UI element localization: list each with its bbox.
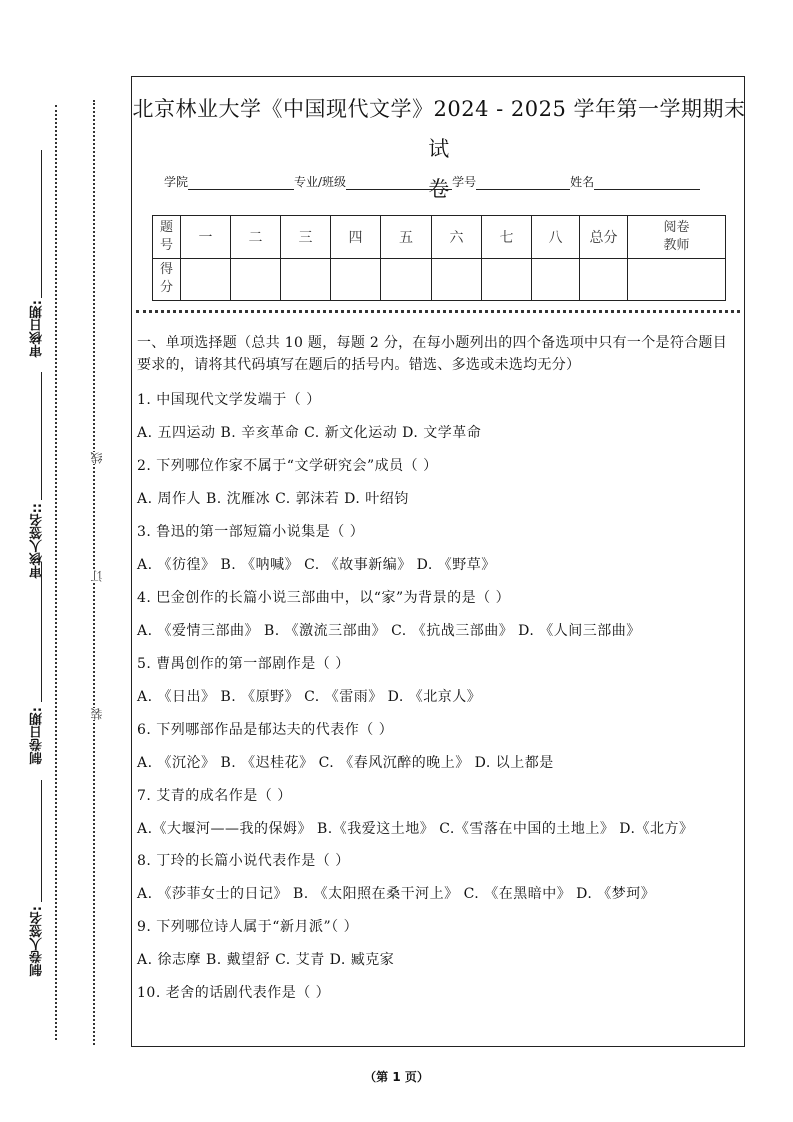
score-table: [152, 215, 726, 301]
maker-sign-line: [41, 780, 42, 902]
college-field[interactable]: [188, 177, 294, 190]
question-options: A. 周作人 B. 沈雁冰 C. 郭沫若 D. 叶绍钧: [137, 491, 409, 507]
score-cell[interactable]: [381, 258, 432, 301]
score-cell[interactable]: [580, 258, 628, 301]
question-stem: 3. 鲁迅的第一部短篇小说集是（ ）: [137, 524, 365, 540]
question-options: A. 《爱情三部曲》 B. 《激流三部曲》 C. 《抗战三部曲》 D. 《人间三部曲》: [137, 623, 641, 639]
question-stem: 6. 下列哪部作品是郁达夫的代表作（ ）: [137, 722, 394, 738]
question-options: A. 五四运动 B. 辛亥革命 C. 新文化运动 D. 文学革命: [137, 425, 482, 441]
exam-title-line2: 卷: [428, 177, 450, 201]
question-stem: 8. 丁玲的长篇小说代表作是（ ）: [137, 853, 350, 869]
question-area: [137, 332, 741, 1010]
major-class-field[interactable]: [346, 177, 452, 190]
score-header-cell: 三: [281, 216, 331, 259]
exam-title-line1: 北京林业大学《中国现代文学》2024 - 2025 学年第一学期期末试: [132, 97, 746, 161]
reviewer-date-line: [41, 150, 42, 298]
major-class-label: 专业/班级: [294, 175, 347, 189]
name-label: 姓名: [570, 175, 595, 189]
name-field[interactable]: [594, 177, 700, 190]
question-options: A. 《沉沦》 B. 《迟桂花》 C. 《春风沉醉的晚上》 D. 以上都是: [137, 755, 554, 771]
exam-frame: [131, 76, 745, 1047]
score-header-cell: 总分: [580, 216, 628, 259]
student-id-field[interactable]: [476, 177, 570, 190]
score-table-score-row: [153, 258, 726, 301]
maker-date-label: 制卷日期:: [30, 707, 45, 765]
score-cell[interactable]: [532, 258, 580, 301]
question-options: A. 《日出》 B. 《原野》 C. 《雷雨》 D. 《北京人》: [137, 689, 482, 705]
question-options: A.《大堰河——我的保姆》 B.《我爱这土地》 C.《雪落在中国的土地上》 D.《北方》: [137, 821, 694, 837]
score-cell[interactable]: [628, 258, 726, 301]
page-number: （第 1 页）: [364, 1070, 429, 1084]
binding-mark-seal: 装: [90, 708, 104, 720]
score-cell[interactable]: [482, 258, 532, 301]
binding-dotted-line-outer: [55, 105, 57, 1040]
score-header-cell: 八: [532, 216, 580, 259]
maker-date-line: [41, 562, 42, 702]
score-cell[interactable]: [181, 258, 231, 301]
reviewer-sign-label: 审核人签名::: [30, 503, 45, 579]
score-cell[interactable]: [432, 258, 482, 301]
question-options: A. 《莎菲女士的日记》 B. 《太阳照在桑干河上》 C. 《在黑暗中》 D. 《梦珂》: [137, 886, 656, 902]
question-stem: 4. 巴金创作的长篇小说三部曲中，以“家”为背景的是（ ）: [137, 590, 511, 606]
binding-mark-order: 订: [90, 570, 104, 582]
score-header-cell: 六: [432, 216, 482, 259]
question-options: A. 《彷徨》 B. 《呐喊》 C. 《故事新编》 D. 《野草》: [137, 557, 496, 573]
student-info-row: [164, 173, 724, 190]
score-table-header-row: [153, 216, 726, 259]
question-stem: 10. 老舍的话剧代表作是（ ）: [137, 985, 331, 1001]
score-row-label: 得分: [153, 258, 181, 301]
question-stem: 2. 下列哪位作家不属于“文学研究会”成员（ ）: [137, 458, 438, 474]
score-header-cell: 阅卷教师: [628, 216, 726, 259]
question-options: A. 徐志摩 B. 戴望舒 C. 艾青 D. 臧克家: [137, 952, 395, 968]
binding-mark-line: 线: [90, 452, 104, 464]
section-divider: [136, 310, 740, 313]
reviewer-sign-line: [41, 372, 42, 500]
college-label: 学院: [164, 175, 189, 189]
score-cell[interactable]: [281, 258, 331, 301]
student-id-label: 学号: [452, 175, 477, 189]
score-header-cell: 二: [231, 216, 281, 259]
score-header-cell: 五: [381, 216, 432, 259]
score-header-cell: 四: [331, 216, 381, 259]
question-stem: 1. 中国现代文学发端于（ ）: [137, 392, 321, 408]
score-header-cell: 七: [482, 216, 532, 259]
question-stem: 5. 曹禺创作的第一部剧作是（ ）: [137, 656, 350, 672]
score-cell[interactable]: [331, 258, 381, 301]
question-stem: 9. 下列哪位诗人属于“新月派”（ ）: [137, 919, 359, 935]
exam-title: [132, 89, 746, 209]
score-header-cell: 题号: [153, 216, 181, 259]
section-1-intro: 一、单项选择题（总共 10 题，每题 2 分，在每小题列出的四个备选项中只有一个是符合题目要求的，请将其代码填写在题后的括号内。错选、多选或未选均无分）: [137, 335, 728, 373]
reviewer-date-label: 审核日期:: [30, 300, 45, 358]
score-cell[interactable]: [231, 258, 281, 301]
question-stem: 7. 艾青的成名作是（ ）: [137, 788, 292, 804]
score-header-cell: 一: [181, 216, 231, 259]
maker-sign-label: 制卷人签名:: [30, 906, 45, 977]
